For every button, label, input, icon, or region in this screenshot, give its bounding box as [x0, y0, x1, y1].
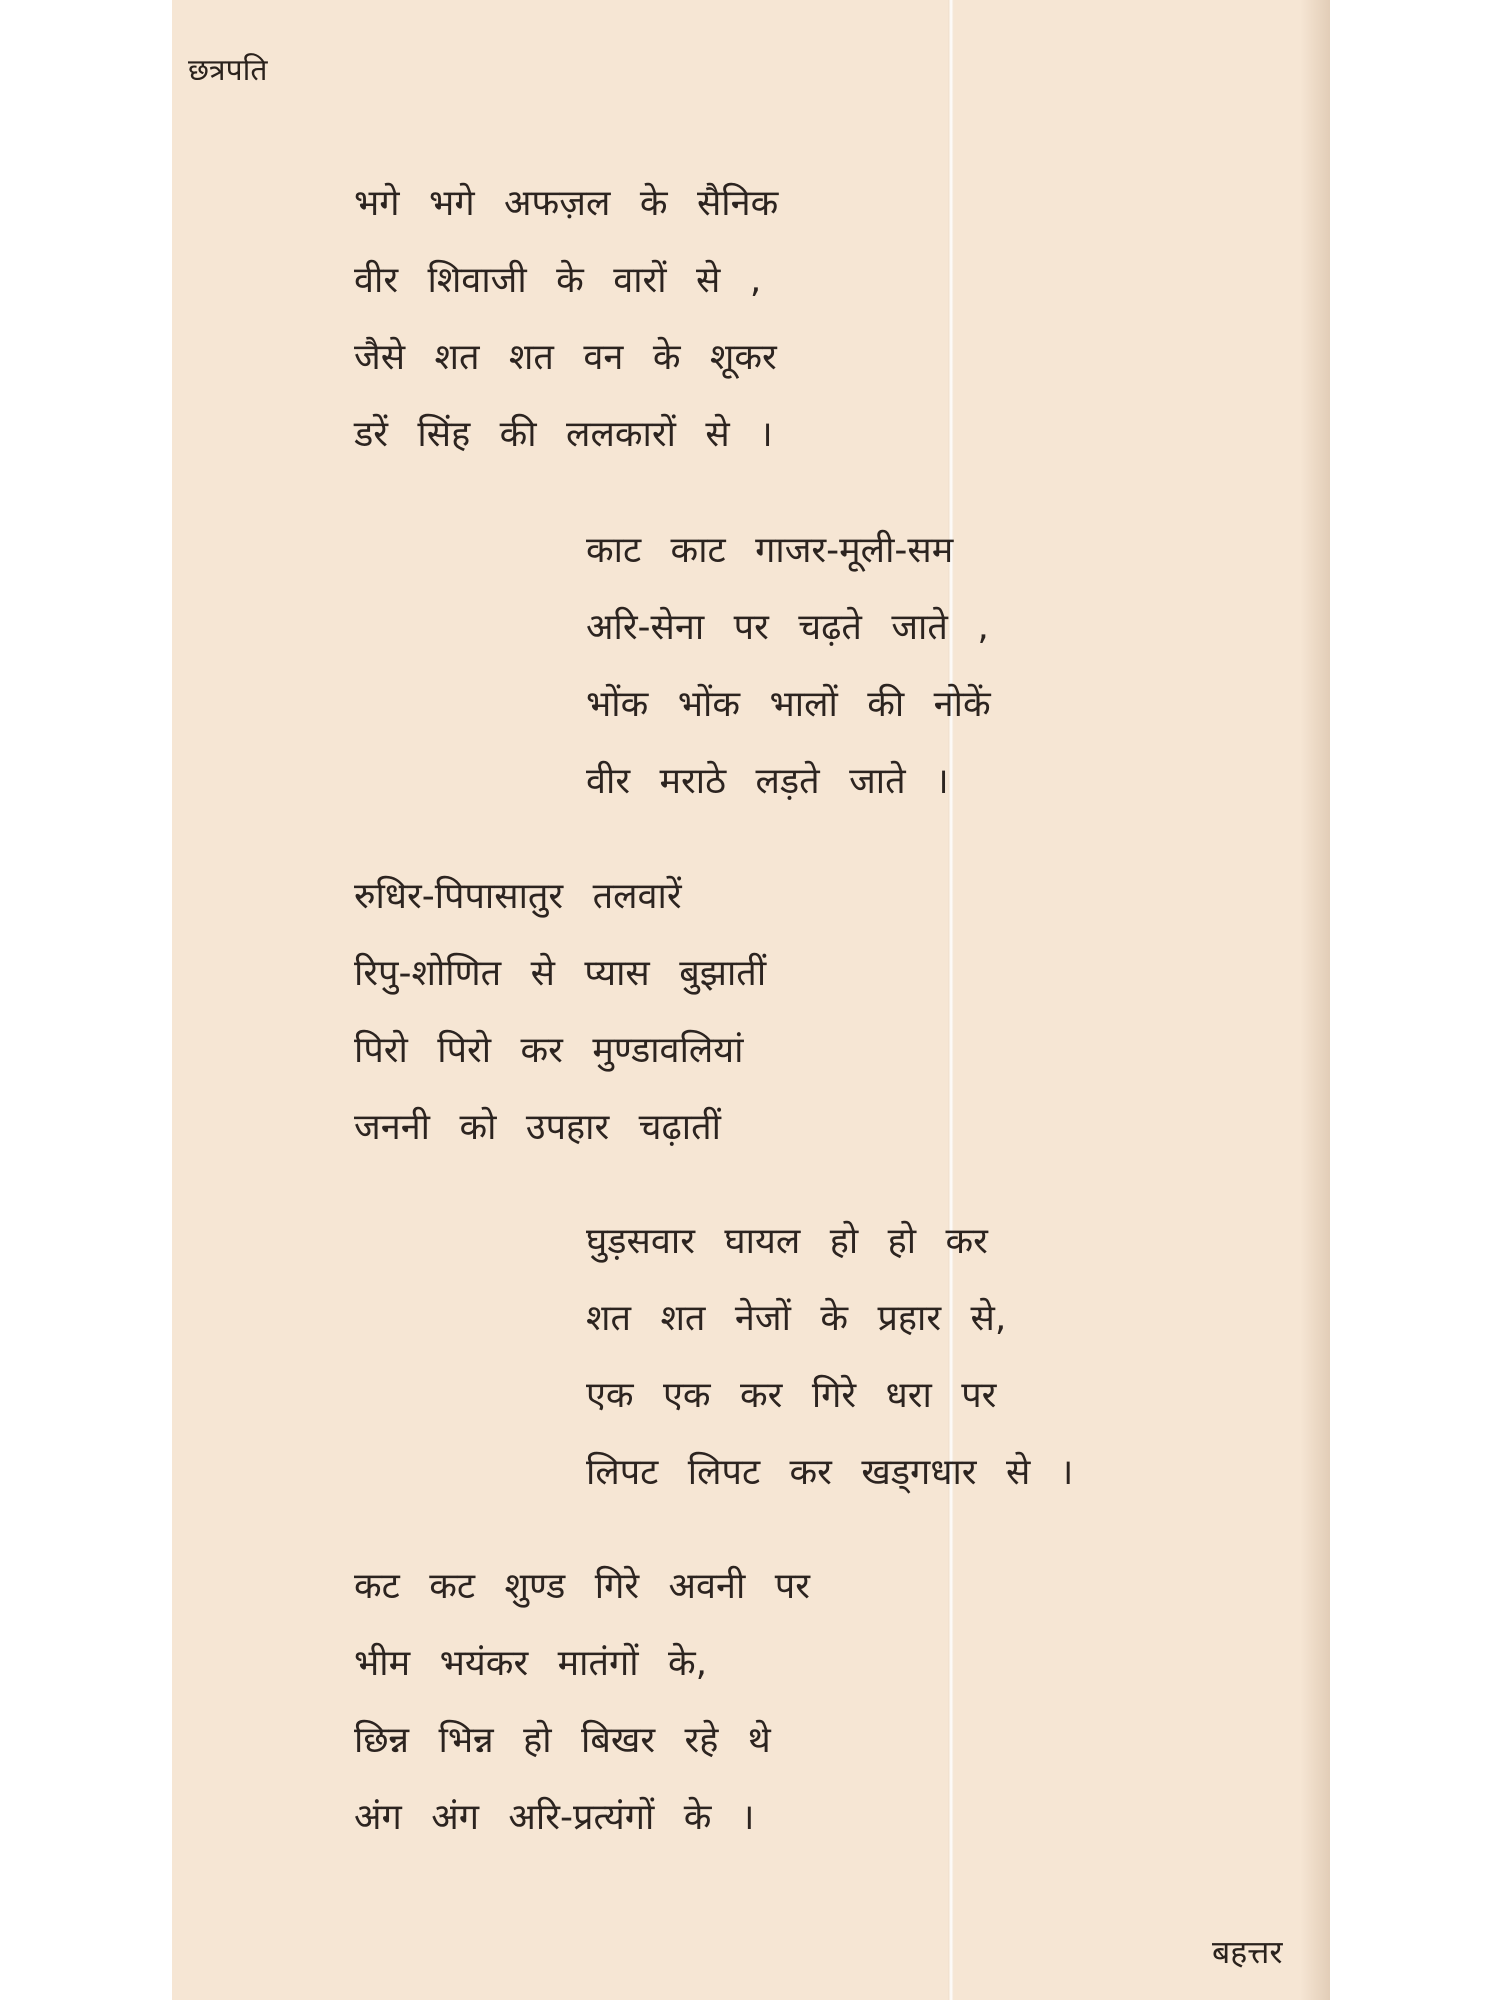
page-edge-shadow — [1300, 0, 1330, 2000]
verse-line: पिरो पिरो कर मुण्डावलियां — [354, 1030, 744, 1071]
verse-line: अरि-सेना पर चढ़ते जाते , — [586, 607, 989, 648]
verse-line: काट काट गाजर-मूली-सम — [586, 530, 954, 571]
verse-line: शत शत नेजों के प्रहार से, — [586, 1298, 1007, 1339]
page-fold-line — [948, 0, 954, 2000]
stanza-1 — [354, 165, 778, 473]
page-number: बहत्तर — [1212, 1933, 1283, 1971]
verse-line: अंग अंग अरि-प्रत्यंगों के । — [354, 1797, 755, 1838]
verse-line: वीर मराठे लड़ते जाते । — [586, 761, 949, 802]
stanza-5 — [354, 1548, 810, 1856]
verse-line: वीर शिवाजी के वारों से , — [354, 260, 762, 301]
verse-line: भीम भयंकर मातंगों के, — [354, 1643, 708, 1684]
verse-line: जननी को उपहार चढ़ातीं — [354, 1107, 721, 1148]
running-title: छत्रपति — [188, 53, 268, 88]
verse-line: जैसे शत शत वन के शूकर — [354, 337, 777, 378]
stanza-3 — [354, 858, 766, 1166]
verse-line: डरें सिंह की ललकारों से । — [354, 414, 773, 455]
stanza-2 — [586, 512, 991, 820]
verse-line: एक एक कर गिरे धरा पर — [586, 1375, 997, 1416]
verse-line: रुधिर-पिपासातुर तलवारें — [354, 876, 682, 917]
verse-line: भोंक भोंक भालों की नोकें — [586, 684, 991, 725]
verse-line: कट कट शुण्ड गिरे अवनी पर — [354, 1566, 810, 1607]
verse-line: भगे भगे अफज़ल के सैनिक — [354, 183, 779, 224]
stanza-4 — [586, 1203, 1073, 1511]
book-page — [172, 0, 1330, 2000]
verse-line: रिपु-शोणित से प्यास बुझातीं — [354, 953, 767, 994]
verse-line: छिन्न भिन्न हो बिखर रहे थे — [354, 1720, 771, 1761]
verse-line: घुड़सवार घायल हो हो कर — [586, 1221, 988, 1262]
verse-line: लिपट लिपट कर खड्गधार से । — [586, 1452, 1074, 1493]
